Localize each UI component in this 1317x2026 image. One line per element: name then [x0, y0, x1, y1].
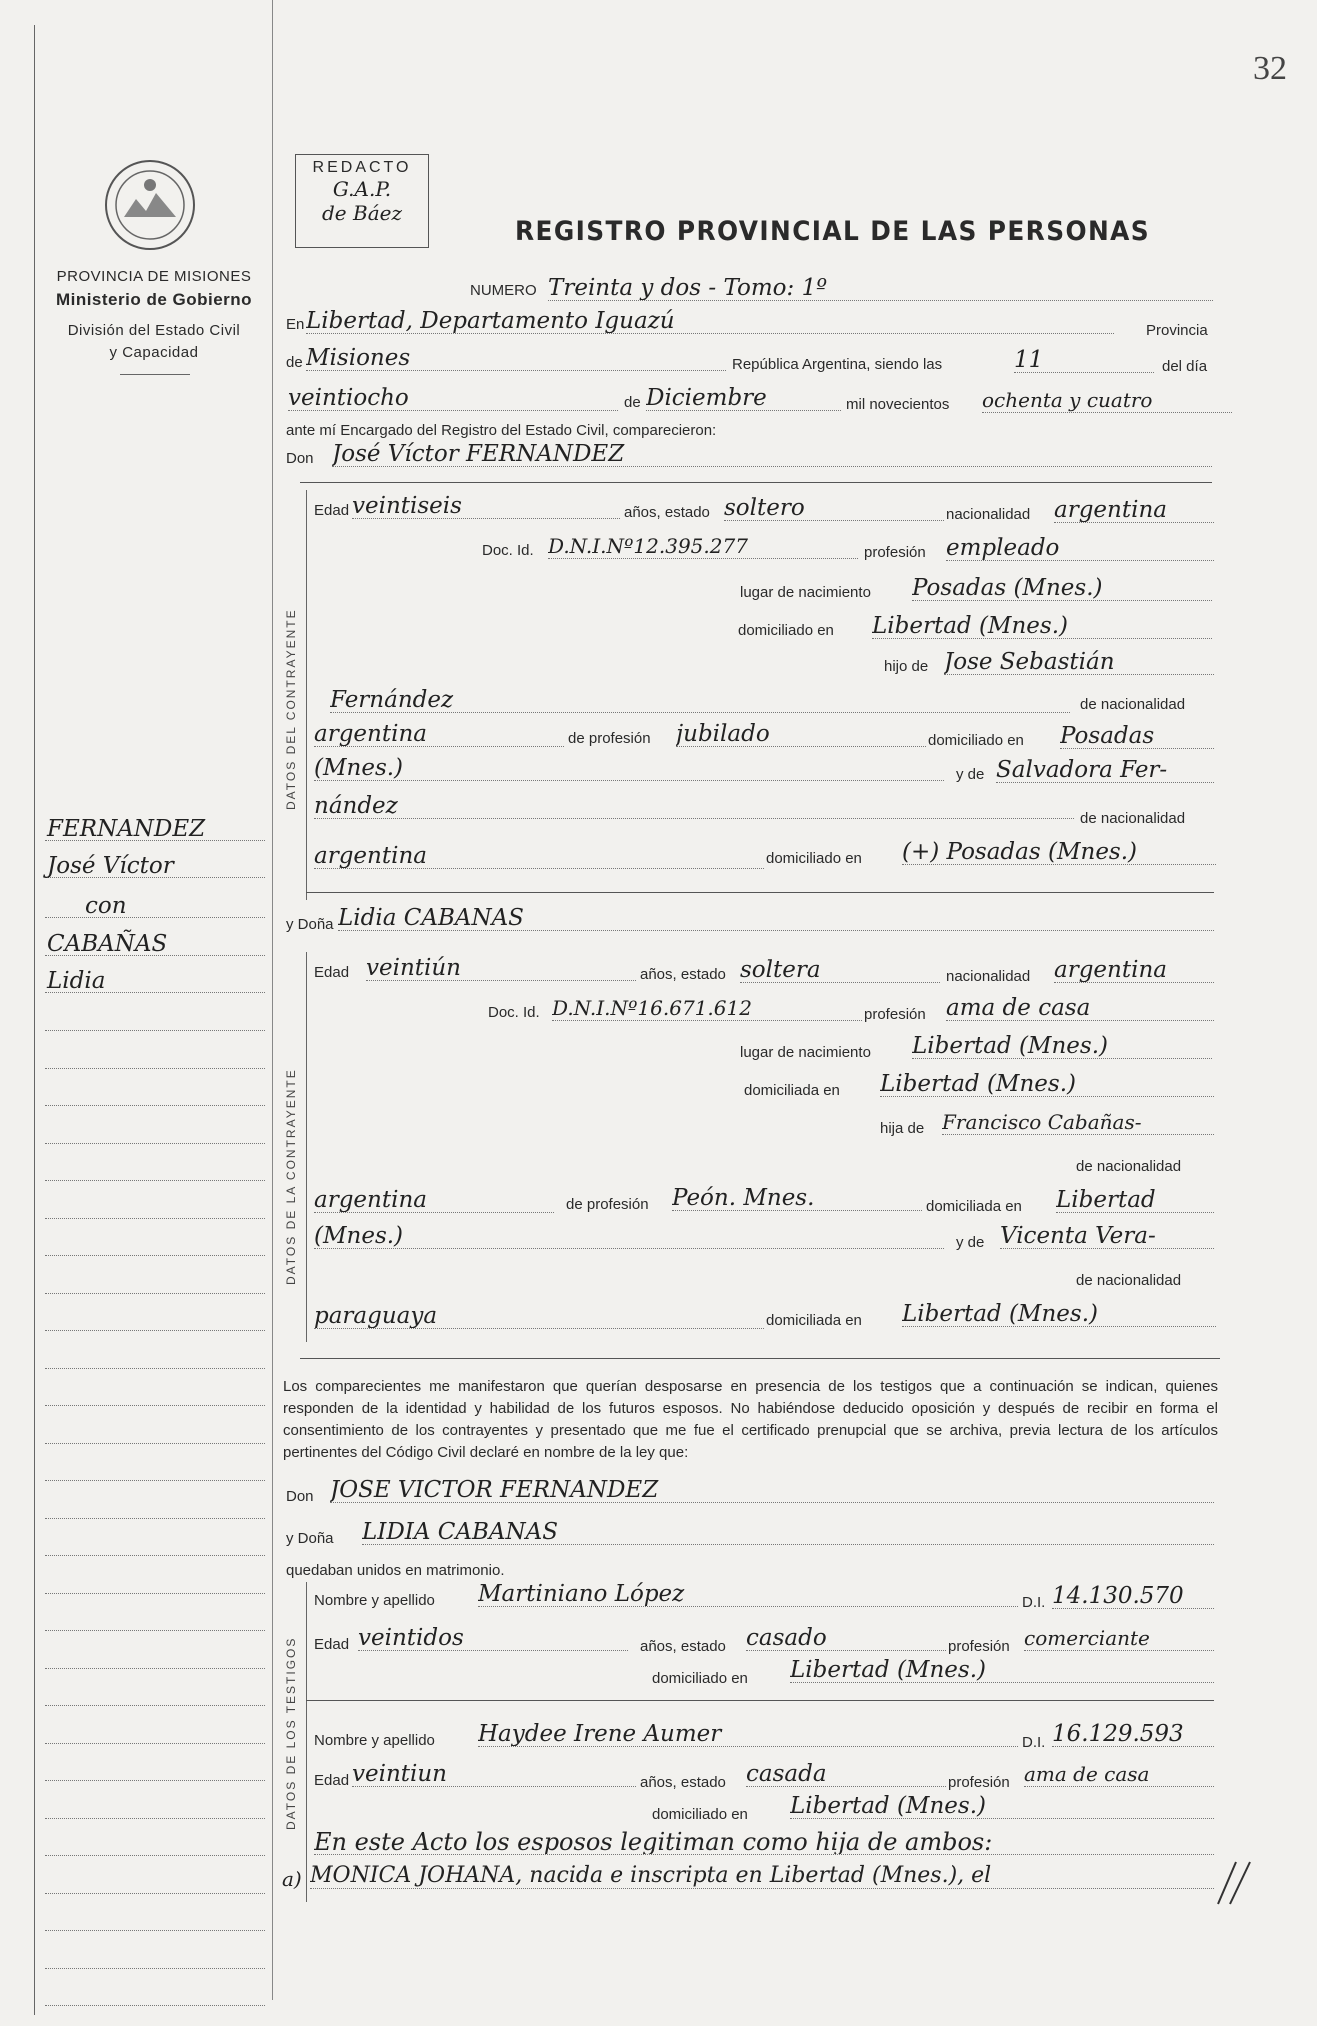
dia-value: veintiocho [288, 386, 618, 411]
margin-blank-line [45, 1383, 265, 1406]
doc-label: Doc. Id. [488, 1004, 540, 1021]
contrayente2-side-label: DATOS DE LA CONTRAYENTE [284, 1068, 298, 1285]
t1-estado-label: años, estado [640, 1638, 726, 1655]
province-label: PROVINCIA DE MISIONES [56, 268, 252, 285]
margin-blank-line [45, 1271, 265, 1294]
don-label: Don [286, 450, 314, 467]
profesion-label: profesión [864, 544, 926, 561]
section-bracket [306, 490, 307, 900]
ante-label: ante mí Encargado del Registro del Estado Civil, comparecieron: [286, 422, 717, 439]
edad-value: veintiún [366, 956, 636, 981]
margin-blank-line [45, 1833, 265, 1856]
t1-edad-value: veintidos [358, 1626, 628, 1651]
redacto-stamp [295, 154, 429, 248]
profesion-value: empleado [946, 536, 1214, 561]
republica-label: República Argentina, siendo las [732, 356, 943, 373]
de-nacionalidad-label: de nacionalidad [1076, 1158, 1182, 1175]
separator [300, 482, 1212, 483]
t2-estado-value: casada [746, 1762, 946, 1787]
margin-name-line [45, 855, 265, 878]
nacionalidad-label: nacionalidad [946, 506, 1031, 523]
t1-di-value: 14.130.570 [1052, 1584, 1214, 1609]
padre-dom-label: domiciliada en [926, 1198, 1022, 1215]
anios-estado-label: años, estado [640, 966, 726, 983]
margin-name: Lidia [47, 968, 106, 994]
lugar-nac-value: Libertad (Mnes.) [912, 1034, 1212, 1059]
edad-label: Edad [314, 502, 350, 519]
t1-nombre-value: Martiniano López [478, 1582, 1018, 1607]
de-mes-label: de [624, 394, 641, 411]
margin-name-line [45, 818, 265, 841]
ministry-label: Ministerio de Gobierno [55, 290, 253, 309]
divider [120, 374, 190, 375]
margin-blank-line [45, 1008, 265, 1031]
separator [306, 892, 1214, 893]
t2-domicilio-label: domiciliado en [652, 1806, 748, 1823]
contrayente1-side-label: DATOS DEL CONTRAYENTE [284, 608, 298, 810]
margin-blank-line [45, 1721, 265, 1744]
margin-blank-line [45, 1983, 265, 2006]
padre-value: Francisco Cabañas- [942, 1110, 1214, 1135]
margin-blank-line [45, 1158, 265, 1181]
margin-name: CABAÑAS [47, 931, 168, 957]
de-nacionalidad-label: de nacionalidad [1080, 696, 1186, 713]
madre-dom-value: Libertad (Mnes.) [902, 1302, 1216, 1327]
t1-edad-label: Edad [314, 1636, 350, 1653]
t1-profesion-value: comerciante [1024, 1626, 1214, 1651]
padre-prof-value: Peón. Mnes. [672, 1186, 922, 1211]
t2-nombre-label: Nombre y apellido [314, 1732, 435, 1749]
madre-value: Vicenta Vera- [1000, 1224, 1214, 1249]
margin-blank-line [45, 1796, 265, 1819]
margin-name-line [45, 895, 265, 918]
numero-value: Treinta y dos - Tomo: 1º [548, 276, 1213, 301]
de-profesion-label: de profesión [568, 730, 651, 747]
doc-value: D.N.I.Nº12.395.277 [548, 534, 858, 559]
margin-blank-line [45, 1308, 265, 1331]
hijo-label: hijo de [884, 658, 929, 675]
division-label-1: División del Estado Civil [67, 322, 241, 339]
margin-blank-line [45, 1496, 265, 1519]
margin-name: José Víctor [47, 853, 174, 879]
margin-blank-line [45, 1421, 265, 1444]
t1-domicilio-label: domiciliado en [652, 1670, 748, 1687]
edad-value: veintiseis [352, 494, 620, 519]
provincia-label: Provincia [1146, 322, 1208, 339]
padre-dom-value-1: Libertad [1056, 1188, 1214, 1213]
edad-label: Edad [314, 964, 350, 981]
unidos-label: quedaban unidos en matrimonio. [286, 1562, 505, 1579]
padre-dom-label: domiciliado en [928, 732, 1024, 749]
t2-nombre-value: Haydee Irene Aumer [478, 1722, 1018, 1747]
margin-blank-line [45, 1646, 265, 1669]
margin-blank-line [45, 1196, 265, 1219]
t1-profesion-label: profesión [948, 1638, 1010, 1655]
margin-blank-line [45, 1046, 265, 1069]
anios-estado-label: años, estado [624, 504, 710, 521]
doc-value: D.N.I.Nº16.671.612 [552, 996, 862, 1021]
margin-name-line [45, 933, 265, 956]
domicilio-label: domiciliado en [738, 622, 834, 639]
profesion-value: ama de casa [946, 996, 1214, 1021]
margin-name: FERNANDEZ [47, 816, 206, 842]
doc-label: Doc. Id. [482, 542, 534, 559]
margin-blank-line [45, 1346, 265, 1369]
domicilio-label: domiciliada en [744, 1082, 840, 1099]
t2-domicilio-value: Libertad (Mnes.) [790, 1794, 1214, 1819]
decl-dona-label: y Doña [286, 1530, 334, 1547]
lugar-nac-value: Posadas (Mnes.) [912, 576, 1212, 601]
note-line-1: En este Acto los esposos legitiman como hija de ambos: [314, 1830, 1214, 1855]
padre-nac-value: argentina [314, 722, 564, 747]
margin-blank-line [45, 1683, 265, 1706]
hora-value: 11 [1014, 348, 1154, 373]
margin-blank-line [45, 1571, 265, 1594]
madre-nac-value: argentina [314, 844, 764, 869]
madre-dom-value: (+) Posadas (Mnes.) [902, 840, 1216, 865]
de-profesion-label: de profesión [566, 1196, 649, 1213]
t2-edad-label: Edad [314, 1772, 350, 1789]
y-de-label: y de [956, 1234, 985, 1251]
nacionalidad-label: nacionalidad [946, 968, 1031, 985]
madre-dom-label: domiciliado en [766, 850, 862, 867]
margin-blank-line [45, 1871, 265, 1894]
contrayente1-name: José Víctor FERNANDEZ [332, 442, 1212, 467]
t1-domicilio-value: Libertad (Mnes.) [790, 1658, 1214, 1683]
margin-rule [34, 25, 35, 2015]
t2-di-value: 16.129.593 [1052, 1722, 1214, 1747]
stamp-line-2: de Báez [322, 201, 402, 225]
mes-value: Diciembre [646, 386, 841, 411]
de-label: de [286, 354, 303, 371]
margin-blank-line [45, 1458, 265, 1481]
de-nacionalidad-label: de nacionalidad [1076, 1272, 1182, 1289]
t2-profesion-value: ama de casa [1024, 1762, 1214, 1787]
stamp-title: REDACTO [312, 159, 412, 176]
madre-value-1: Salvadora Fer- [996, 758, 1214, 783]
section-bracket [306, 952, 307, 1342]
padre-value-1: Jose Sebastián [944, 650, 1214, 675]
testigos-side-label: DATOS DE LOS TESTIGOS [284, 1636, 298, 1830]
margin-blank-line [45, 1758, 265, 1781]
numero-label: NUMERO [470, 282, 537, 299]
t1-estado-value: casado [746, 1626, 946, 1651]
padre-dom-value-2: (Mnes.) [314, 756, 944, 781]
de-nacionalidad-label: de nacionalidad [1080, 810, 1186, 827]
madre-value-2: nández [314, 794, 1074, 819]
division-label-2: y Capacidad [109, 344, 199, 361]
t1-nombre-label: Nombre y apellido [314, 1592, 435, 1609]
margin-blank-line [45, 1083, 265, 1106]
margin-blank-line [45, 1533, 265, 1556]
nacionalidad-value: argentina [1054, 498, 1214, 523]
decl-don-label: Don [286, 1488, 314, 1505]
lugar-nac-label: lugar de nacimiento [740, 584, 871, 601]
page-title: REGISTRO PROVINCIAL DE LAS PERSONAS [515, 216, 1151, 247]
contrayente2-name: Lidia CABAÑAS [338, 906, 1214, 931]
profesion-label: profesión [864, 1006, 926, 1023]
t1-di-label: D.I. [1022, 1594, 1046, 1611]
padre-dom-value-2: (Mnes.) [314, 1224, 944, 1249]
margin-name-line [45, 970, 265, 993]
anio-value: ochenta y cuatro [982, 388, 1232, 413]
padre-value-2: Fernández [330, 688, 1070, 713]
margin-blank-line [45, 1121, 265, 1144]
hija-label: hija de [880, 1120, 925, 1137]
decl-dona-value: LIDIA CABAÑAS [362, 1520, 1214, 1545]
t2-estado-label: años, estado [640, 1774, 726, 1791]
margin-blank-line [45, 1908, 265, 1931]
t2-profesion-label: profesión [948, 1774, 1010, 1791]
nacionalidad-value: argentina [1054, 958, 1214, 983]
y-de-label: y de [956, 766, 985, 783]
padre-nac-value: argentina [314, 1188, 554, 1213]
separator [306, 1700, 1214, 1701]
provincial-seal-icon [100, 155, 200, 255]
dona-label: y Doña [286, 916, 334, 933]
provincia-value: Misiones [306, 346, 726, 371]
margin-blank-line [45, 1946, 265, 1969]
section-bracket [306, 1582, 307, 1902]
decl-don-value: JOSE VICTOR FERNANDEZ [330, 1478, 1214, 1503]
margin-blank-line [45, 1608, 265, 1631]
madre-dom-label: domiciliada en [766, 1312, 862, 1329]
end-slash-mark-icon [1210, 1858, 1260, 1908]
domicilio-value: Libertad (Mnes.) [880, 1072, 1214, 1097]
mil-label: mil novecientos [846, 396, 950, 413]
del-dia-label: del día [1162, 358, 1208, 375]
margin-name: con [85, 893, 127, 919]
padre-dom-value-1: Posadas [1060, 724, 1214, 749]
padre-prof-value: jubilado [676, 722, 926, 747]
declaration-paragraph: Los comparecientes me manifestaron que querían desposarse en presencia de los testigos que a continuación se indican, quienes responden de la identidad y habilidad de los futuros esposos. No habiéndose deducido oposición y después de recibir en forma el consentimiento de los contrayentes y presentado que me fue el certificado prenupcial que se archiva, previa lectura de los artículos pertinentes del Código Civil declaré en nombre de la ley que: [283, 1378, 1218, 1461]
madre-nac-value: paraguaya [314, 1304, 764, 1329]
note-line-2: MONICA JOHANA, nacida e inscripta en Libertad (Mnes.), el [310, 1864, 1214, 1889]
t2-di-label: D.I. [1022, 1734, 1046, 1751]
note-prefix: a) [282, 1867, 302, 1891]
margin-blank-line [45, 1233, 265, 1256]
estado-value: soltera [740, 958, 940, 983]
en-label: En [286, 316, 305, 333]
lugar-nac-label: lugar de nacimiento [740, 1044, 871, 1061]
lugar-value: Libertad, Departamento Iguazú [306, 309, 1114, 334]
stamp-line-1: G.A.P. [332, 177, 392, 201]
page-number: 32 [1253, 50, 1287, 87]
separator [300, 1358, 1220, 1359]
t2-edad-value: veintiun [352, 1762, 636, 1787]
estado-value: soltero [724, 496, 944, 521]
domicilio-value: Libertad (Mnes.) [872, 614, 1212, 639]
